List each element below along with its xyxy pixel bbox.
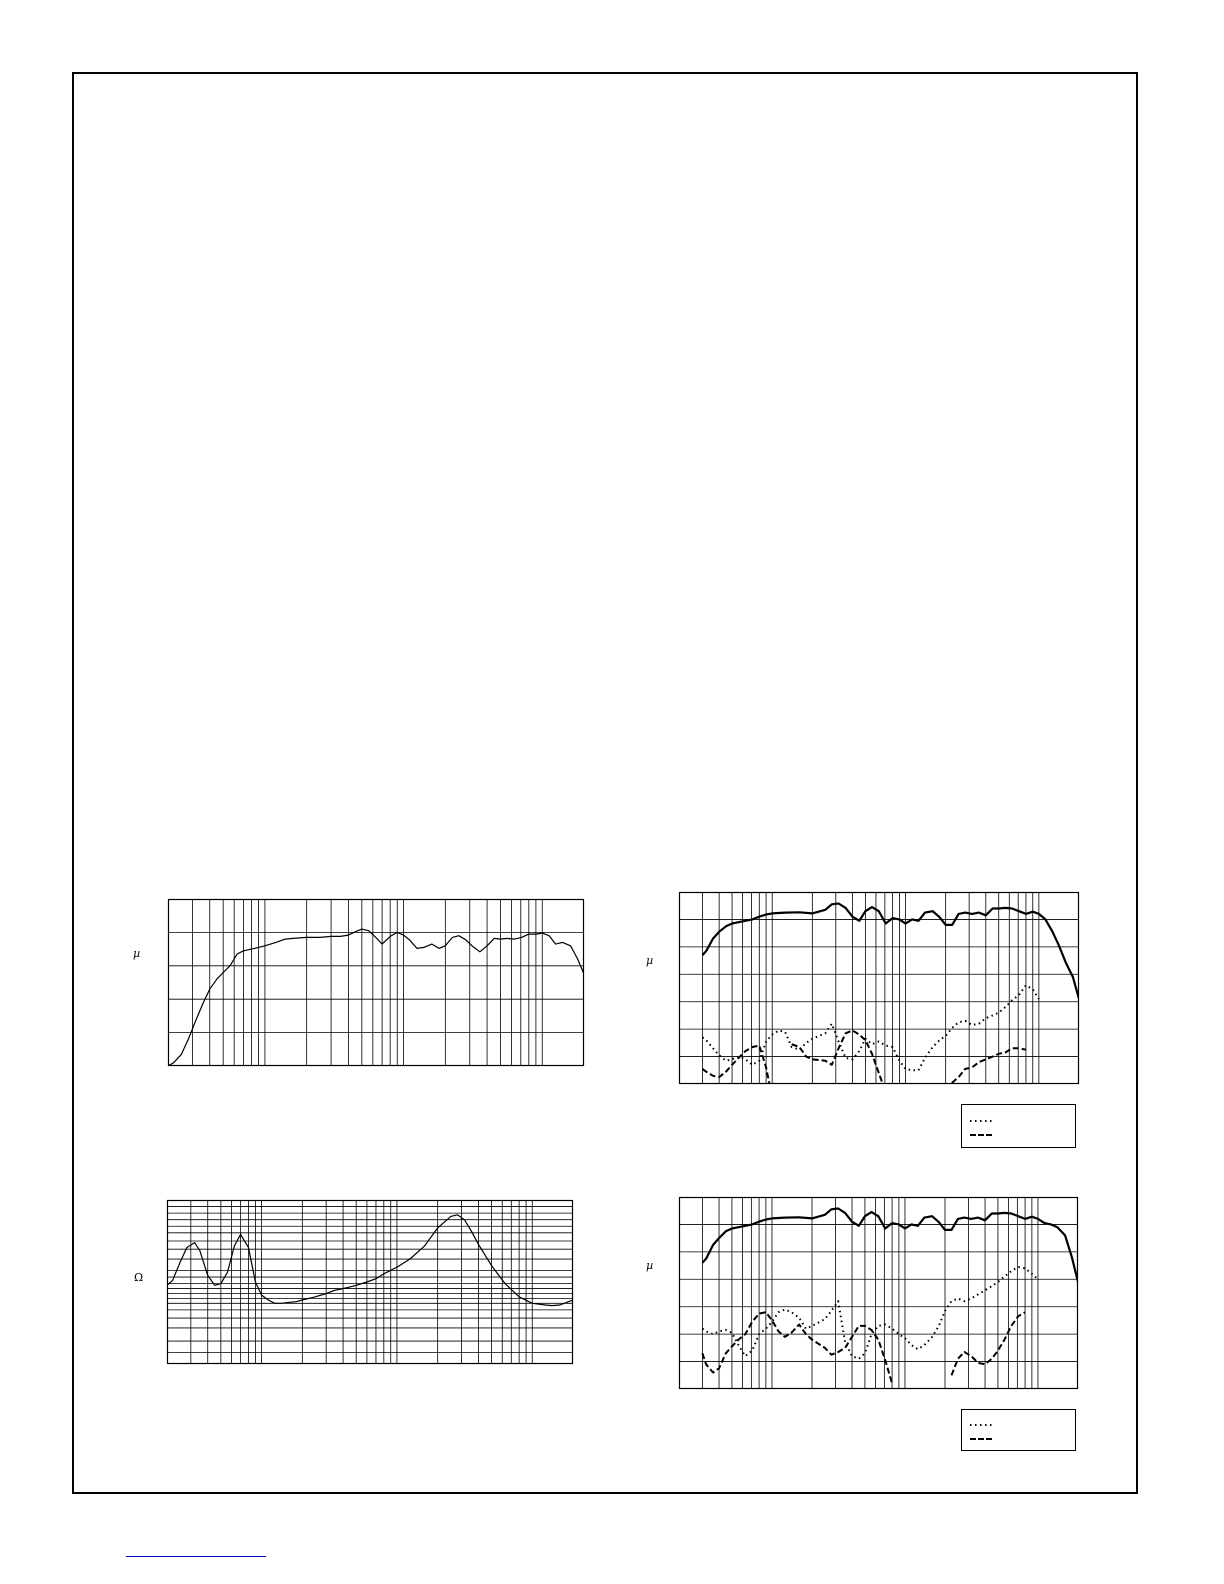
legend-swatch-dashed bbox=[970, 1133, 994, 1137]
footer-link-underline[interactable] bbox=[126, 1556, 266, 1557]
y-unit-label: µ bbox=[646, 1259, 654, 1272]
distortion-chart-2 bbox=[679, 1197, 1078, 1389]
legend-swatch-dotted bbox=[970, 1119, 994, 1123]
legend-swatch-dashed bbox=[970, 1437, 994, 1441]
series-line-solid bbox=[168, 929, 584, 1066]
legend bbox=[961, 1104, 1076, 1148]
grid bbox=[167, 1200, 573, 1364]
grid bbox=[679, 1197, 1078, 1389]
grid bbox=[679, 892, 1079, 1084]
frequency-response-chart bbox=[168, 899, 584, 1066]
legend-swatch-dotted bbox=[970, 1423, 994, 1427]
impedance-chart bbox=[167, 1200, 573, 1364]
series-line-solid bbox=[167, 1215, 573, 1306]
grid bbox=[168, 899, 584, 1066]
y-unit-label: µ bbox=[133, 947, 141, 960]
legend bbox=[961, 1409, 1076, 1451]
plot-frame bbox=[169, 900, 584, 1066]
y-unit-label: Ω bbox=[134, 1271, 144, 1284]
distortion-chart-1 bbox=[679, 892, 1079, 1084]
series-line-dashed bbox=[702, 1312, 1025, 1383]
series-line-dotted bbox=[702, 1267, 1038, 1359]
y-unit-label: µ bbox=[646, 954, 654, 967]
plot-frame bbox=[168, 1201, 573, 1364]
